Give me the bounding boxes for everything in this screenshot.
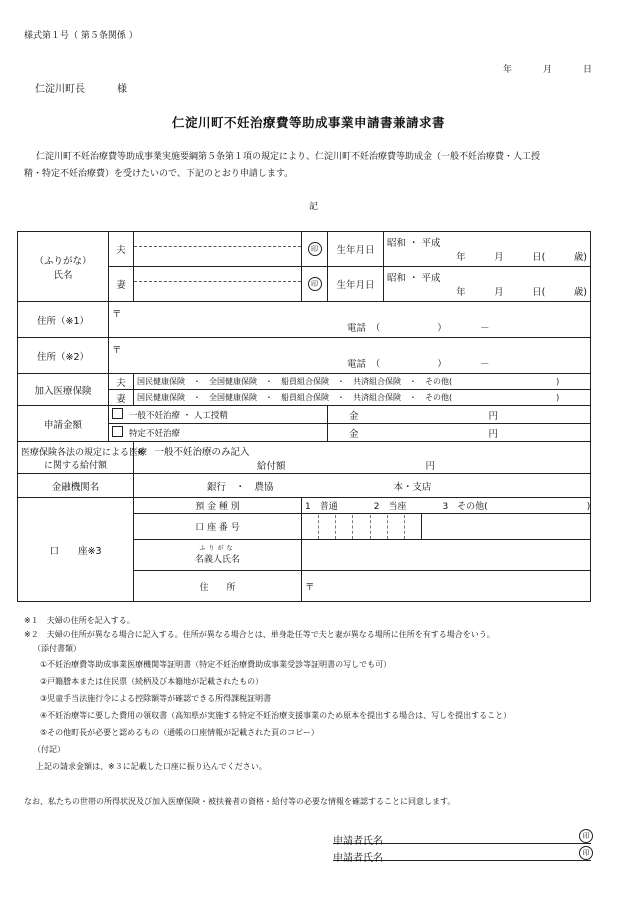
specific-amount-field[interactable] — [328, 424, 591, 442]
benefit-label-cell — [18, 442, 148, 474]
insurance-wife-label: 妻 — [109, 390, 134, 406]
signature-line-2[interactable] — [333, 846, 591, 864]
husband-dob-label: 生年月日 — [328, 232, 384, 267]
name-label-cell — [18, 232, 109, 302]
signature-label-1: 申請者氏名 — [333, 836, 383, 847]
wife-era: 昭和 ・ 平成 — [387, 273, 441, 284]
ki-label: 記 — [309, 202, 319, 212]
intro-line-2: 精・特定不妊治療費）を受けたいので、下記のとおり申請します。 — [24, 169, 294, 179]
furigana-label: （ふりがな） — [34, 255, 92, 267]
husband-dob-field[interactable] — [384, 232, 591, 267]
attachments-heading: （添付書類） — [33, 644, 81, 653]
address2-phone: 電話 （ ） － — [347, 358, 490, 370]
branch-types: 本・支店 — [393, 481, 432, 493]
yen-label: 円 — [425, 460, 436, 472]
signature-line-1[interactable] — [333, 829, 591, 847]
insurance-husband-label: 夫 — [109, 374, 134, 390]
attachment-5: ⑤その他町長が必要と認めるもの（通帳の口座情報が記載された頁のコピー） — [40, 728, 319, 737]
name-label: 氏名 — [53, 269, 73, 281]
husband-ymd: 年 月 日( 歳) — [456, 252, 588, 263]
seal-icon: 印 — [579, 846, 593, 860]
wife-dob-field[interactable] — [384, 267, 591, 302]
date-month: 月 — [543, 65, 553, 75]
husband-name-field[interactable] — [134, 232, 302, 267]
application-table — [17, 231, 591, 602]
bank-types: 銀行 ・ 農協 — [207, 481, 274, 493]
address1-label: 住所（※1） — [18, 302, 109, 338]
general-treatment-label: 一般不妊治療 ・ 人工授精 — [129, 411, 228, 421]
deposit-type-label: 預 金 種 別 — [134, 498, 302, 514]
account-number-field[interactable] — [302, 514, 422, 540]
insurance-husband-options[interactable]: 国民健康保険 ・ 全国健康保険 ・ 船員組合保険 ・ 共済組合保険 ・ その他( ) — [134, 374, 591, 390]
signature-label-2: 申請者氏名 — [333, 853, 383, 864]
holder-label-cell — [134, 540, 302, 571]
wife-label: 妻 — [109, 267, 134, 302]
holder-address-label: 住 所 — [134, 571, 302, 602]
husband-era: 昭和 ・ 平成 — [387, 238, 441, 249]
consent-text: なお、私たちの世帯の所得状況及び加入医療保険・被扶養者の資格・給付等の必要な情報を確認することに同意します。 — [24, 797, 456, 806]
page-title: 仁淀川町不妊治療費等助成事業申請書兼請求書 — [172, 115, 446, 130]
addressee-honorific: 様 — [117, 84, 127, 95]
specific-treatment-label: 特定不妊治療 — [129, 429, 181, 439]
wife-seal — [302, 267, 328, 302]
wife-name-field[interactable] — [134, 267, 302, 302]
attachment-4: ④不妊治療等に要した費用の領収書（高知県が実施する特定不妊治療支援事業のため原本を提出する場合は、写しを提出すること） — [40, 711, 512, 720]
account-number-label: 口 座 番 号 — [134, 514, 302, 540]
note-2: ※２ 夫婦の住所が異なる場合に記入する。住所が異なる場合とは、単身赴任等で夫と妻が異なる場所に住所を有する場合をいう。 — [24, 630, 495, 639]
holder-ruby: ふりがな — [199, 545, 236, 552]
address1-postal: 〒 — [112, 308, 122, 320]
checkbox-specific[interactable] — [112, 426, 123, 437]
supplement-heading: （付記） — [33, 745, 65, 754]
yen-label: 円 — [488, 410, 499, 422]
form-number: 様式第１号（ 第５条関係 ） — [24, 31, 138, 41]
seal-icon: 印 — [308, 242, 322, 256]
seal-icon: 印 — [308, 277, 322, 291]
attachment-3: ③児童手当法施行令による控除額等が確認できる所得課税証明書 — [40, 694, 272, 703]
benefit-field[interactable] — [134, 442, 591, 474]
addressee-name: 仁淀川町長 — [35, 84, 85, 95]
date-day: 日 — [583, 65, 593, 75]
holder-postal: 〒 — [305, 582, 315, 593]
address2-field[interactable] — [109, 338, 591, 374]
holder-name-field[interactable] — [302, 540, 591, 571]
husband-seal — [302, 232, 328, 267]
supplement-text: 上記の請求金額は、※３に記載した口座に振り込んでください。 — [36, 762, 267, 771]
date-year: 年 — [503, 65, 513, 75]
holder-label: 名義人氏名 — [194, 555, 240, 565]
address1-field[interactable] — [109, 302, 591, 338]
bank-label: 金融機関名 — [18, 474, 134, 498]
note-1: ※１ 夫婦の住所を記入する。 — [24, 616, 135, 625]
general-treatment-option[interactable] — [109, 406, 328, 424]
benefit-label-1: 医療保険各法の規定による医療 — [21, 447, 148, 458]
account-number-blank — [422, 514, 591, 540]
insurance-label: 加入医療保険 — [18, 374, 109, 406]
attachment-1: ①不妊治療費等助成事業医療機関等証明書（特定不妊治療費助成事業受診等証明書の写しでも可） — [40, 660, 392, 669]
insurance-wife-options[interactable]: 国民健康保険 ・ 全国健康保険 ・ 船員組合保険 ・ 共済組合保険 ・ その他( ) — [134, 390, 591, 406]
yen-label: 円 — [488, 428, 499, 440]
address1-phone: 電話 （ ） － — [347, 322, 490, 334]
address2-postal: 〒 — [112, 344, 122, 356]
specific-treatment-option[interactable] — [109, 424, 328, 442]
husband-label: 夫 — [109, 232, 134, 267]
benefit-label-2: に関する給付額 — [43, 460, 107, 471]
address2-label: 住所（※2） — [18, 338, 109, 374]
wife-ymd: 年 月 日( 歳) — [456, 287, 588, 298]
amount-label: 申請金額 — [18, 406, 109, 442]
wife-dob-label: 生年月日 — [328, 267, 384, 302]
kin-label: 金 — [349, 410, 359, 422]
bank-field[interactable] — [134, 474, 591, 498]
holder-address-field[interactable] — [302, 571, 591, 602]
general-only-note: ※ 一般不妊治療のみ記入 — [137, 446, 250, 458]
account-label: 口 座※3 — [18, 498, 134, 602]
general-amount-field[interactable] — [328, 406, 591, 424]
seal-icon: 印 — [579, 829, 593, 843]
kin-label: 金 — [349, 428, 359, 440]
checkbox-general[interactable] — [112, 408, 123, 419]
benefit-amount-label: 給付額 — [257, 460, 286, 472]
deposit-types[interactable]: 1 普通 2 当座 3 その他( ) — [302, 498, 591, 514]
intro-line-1: 仁淀川町不妊治療費等助成事業実施要綱第５条第１項の規定により、仁淀川町不妊治療費等助成金（一般不妊治療費・人工授 — [36, 152, 541, 162]
attachment-2: ②戸籍謄本または住民票（続柄及び本籍地が記載されたもの） — [40, 677, 264, 686]
